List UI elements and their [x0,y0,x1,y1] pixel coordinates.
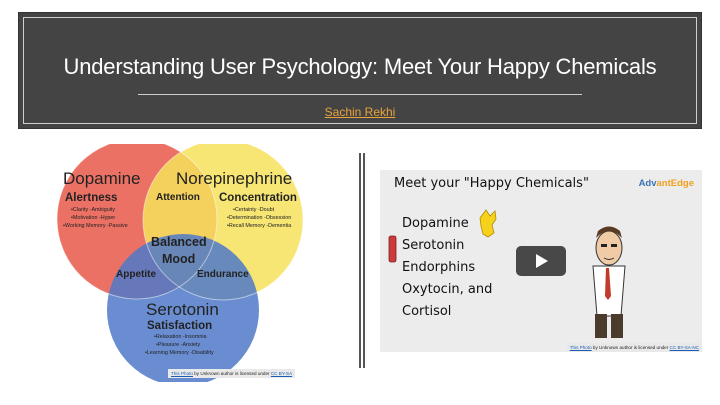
venn-diagram [55,144,307,382]
photo-link[interactable]: This Photo [569,345,592,350]
title-banner-frame [23,17,697,124]
serotonin-item: •Pleasure -Anxiety [156,342,201,348]
satisfaction-label: Satisfaction [147,320,213,332]
play-icon[interactable] [516,246,566,276]
title-divider [138,94,582,95]
caption-text: by Unknown author is licensed under [192,371,271,376]
attention-label: Attention [156,192,200,203]
serotonin-label: Serotonin [146,300,219,319]
concentration-label: Concentration [219,192,297,204]
dopamine-item: •Clarity -Ambiguity [71,207,116,213]
norepinephrine-item: •Certainty -Doubt [233,207,275,213]
video-title: Meet your "Happy Chemicals" [394,176,589,191]
norepinephrine-label: Norepinephrine [176,169,293,188]
video-player[interactable] [380,170,702,352]
bacon-doodle-icon [389,236,396,262]
chemical-item: Cortisol [402,304,452,319]
cartoon-man-icon [593,227,625,339]
alertness-label: Alertness [65,192,118,204]
chemical-item: Serotonin [402,238,465,253]
chemical-item: Endorphins [402,260,476,275]
endurance-label: Endurance [197,269,249,280]
slide-title: Understanding User Psychology: Meet Your Happy Chemicals [63,54,657,79]
left-image-caption [168,369,295,378]
vertical-divider [363,153,365,368]
right-image-caption [567,343,702,352]
chemical-item: Dopamine [402,216,469,231]
appetite-label: Appetite [116,269,156,280]
license-link[interactable]: CC BY-SA-NC [669,345,699,350]
author-link[interactable]: Sachin Rekhi [324,105,396,119]
serotonin-item: •Relaxation -Insomnia [154,334,207,340]
dopamine-label: Dopamine [63,169,141,188]
norepinephrine-item: •Recall Memory -Dementia [227,223,292,229]
photo-link[interactable]: This Photo [171,371,193,376]
dopamine-item: •Working Memory -Passive [63,223,128,229]
serotonin-item: •Learning Memory -Disability [145,350,214,356]
mood-label: Mood [162,252,196,266]
advantedge-logo: AdvantEdge [638,178,694,189]
dopamine-item: •Motivation -Hyper [71,215,116,221]
balanced-label: Balanced [151,235,207,249]
chemical-item: Oxytocin, and [402,282,493,297]
license-link[interactable]: CC BY-SA [270,371,293,376]
sunshine-doodle-icon [480,210,496,237]
title-banner [18,12,702,129]
vertical-divider [359,153,361,368]
norepinephrine-item: •Determination -Obsession [227,215,292,221]
caption-text: by Unknown author is licensed under [591,345,670,350]
